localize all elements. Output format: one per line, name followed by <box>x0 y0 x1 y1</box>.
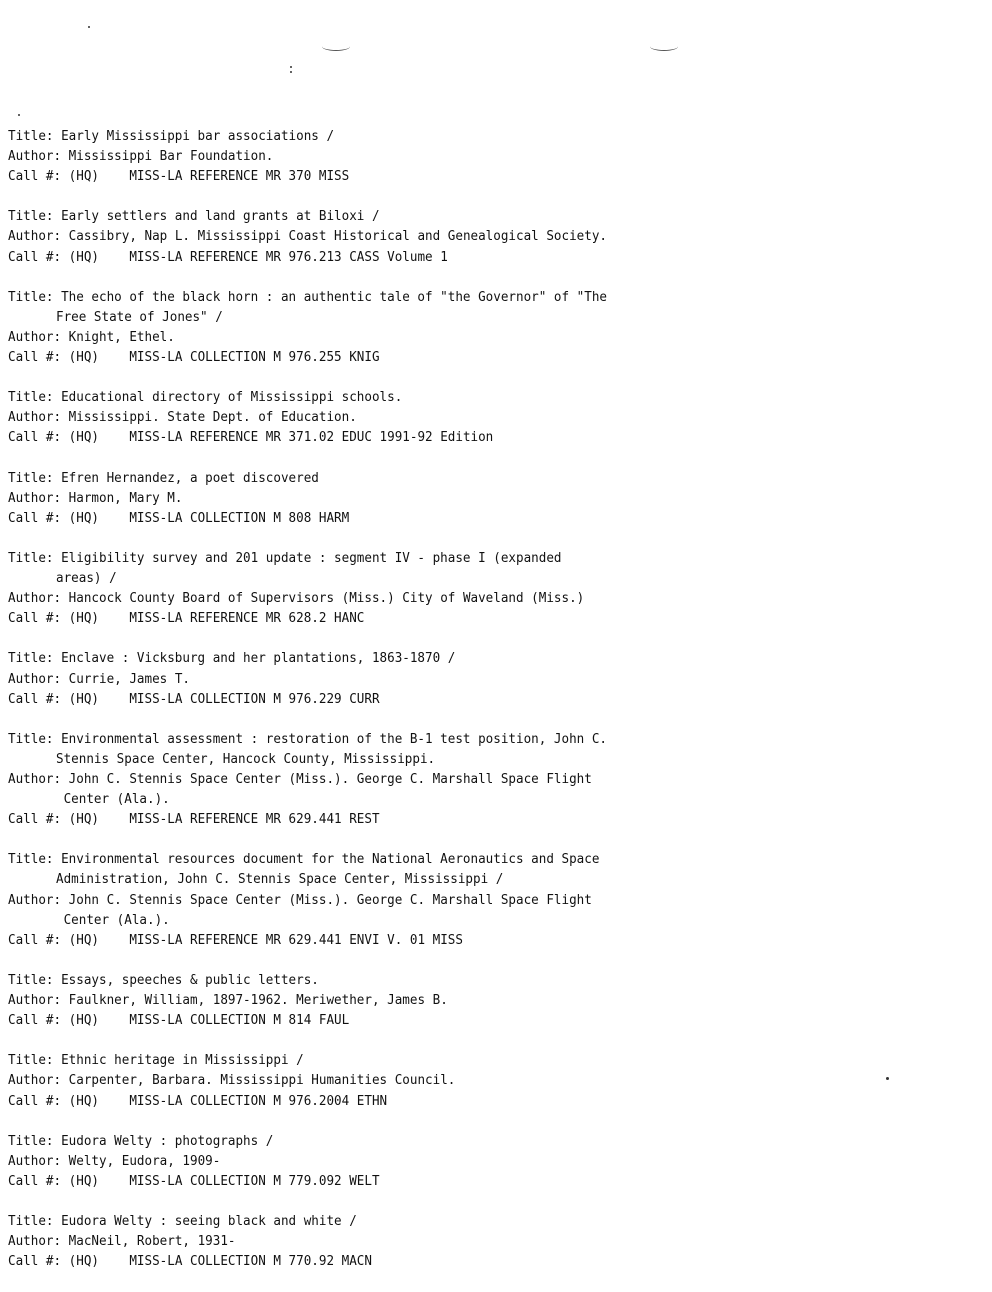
scan-speck <box>88 26 90 28</box>
record-author <box>8 407 968 428</box>
record-title-value: The echo of the black horn : an authentic tale of "the Governor" of "The <box>61 288 607 305</box>
record-title-value: Stennis Space Center, Hancock County, Mississippi. <box>56 750 436 767</box>
record-author <box>8 1231 968 1252</box>
record-title <box>8 467 968 488</box>
record-author-label: Author: <box>8 1072 69 1088</box>
record-call-number-label: Call #: <box>8 167 69 184</box>
record-call-number-label: Call #: <box>8 810 69 827</box>
record-title-value: Essays, speeches & public letters. <box>61 971 319 988</box>
record-title <box>8 1211 968 1232</box>
scan-mark-right <box>650 42 678 51</box>
record-author <box>8 768 968 789</box>
scan-speck <box>18 114 20 116</box>
record-call-number <box>8 1090 968 1111</box>
record-title-label: Title: <box>8 850 62 867</box>
record-call-number <box>8 608 968 629</box>
record-title-label: Title: <box>8 1132 62 1149</box>
record-author-label: Author: <box>8 328 69 345</box>
record-title-label: Title: <box>8 207 62 224</box>
catalog-record <box>8 468 968 528</box>
record-author-value: Carpenter, Barbara. Mississippi Humanities Council. <box>68 1072 456 1088</box>
catalog-record <box>8 970 968 1030</box>
record-title-value: areas) / <box>56 569 117 586</box>
record-call-number-value: (HQ) MISS-LA REFERENCE MR 629.441 REST <box>68 810 380 827</box>
catalog-record-list <box>8 126 968 1291</box>
record-author-value: Center (Ala.). <box>56 911 170 928</box>
record-title-label: Title: <box>8 288 62 305</box>
record-author-value: John C. Stennis Space Center (Miss.). George C. Marshall Space Flight <box>68 770 592 787</box>
catalog-record <box>8 126 968 186</box>
catalog-record <box>8 729 968 829</box>
record-title-value: Early Mississippi bar associations / <box>61 127 335 144</box>
record-author <box>8 146 968 167</box>
record-title <box>8 1130 968 1151</box>
record-call-number-label: Call #: <box>8 1252 69 1269</box>
record-title-value: Ethnic heritage in Mississippi / <box>61 1051 304 1068</box>
record-call-number <box>8 929 968 950</box>
record-call-number-label: Call #: <box>8 509 69 526</box>
record-call-number-value: (HQ) MISS-LA REFERENCE MR 370 MISS <box>68 167 350 184</box>
record-author-value: Welty, Eudora, 1909- <box>68 1152 221 1169</box>
record-author <box>8 990 968 1011</box>
record-author-label: Author: <box>8 1152 69 1169</box>
record-author-label: Author: <box>8 891 69 907</box>
record-title-value: Early settlers and land grants at Biloxi / <box>61 207 380 224</box>
record-title-label: Title: <box>8 388 62 405</box>
record-title <box>8 547 968 568</box>
record-author <box>8 1070 968 1091</box>
record-author-value: Harmon, Mary M. <box>68 489 183 506</box>
record-title-continuation <box>8 568 968 589</box>
record-title-continuation <box>8 869 968 890</box>
record-title-continuation <box>8 748 968 769</box>
record-title <box>8 206 968 227</box>
record-author <box>8 588 968 609</box>
record-title-value: Eudora Welty : photographs / <box>61 1132 274 1149</box>
record-call-number <box>8 427 968 448</box>
record-author <box>8 226 968 247</box>
catalog-record <box>8 1211 968 1271</box>
record-author <box>8 326 968 347</box>
record-title-value: Eligibility survey and 201 update : segment IV - phase I (expanded <box>61 549 562 566</box>
record-call-number-label: Call #: <box>8 931 69 948</box>
record-author-label: Author: <box>8 408 69 425</box>
record-title-label: Title: <box>8 971 62 988</box>
record-author-value: John C. Stennis Space Center (Miss.). George C. Marshall Space Flight <box>68 891 592 907</box>
scan-speck <box>290 66 292 68</box>
scan-mark-left <box>322 42 350 51</box>
record-author-value: Faulkner, William, 1897-1962. Meriwether, James B. <box>68 991 448 1008</box>
record-call-number-label: Call #: <box>8 348 69 365</box>
record-call-number <box>8 246 968 267</box>
record-author-value: Hancock County Board of Supervisors (Miss.) City of Waveland (Miss.) <box>68 589 585 606</box>
record-call-number-value: (HQ) MISS-LA COLLECTION M 770.92 MACN <box>68 1252 372 1269</box>
record-author <box>8 889 968 910</box>
record-author-label: Author: <box>8 589 69 606</box>
record-author-value: Mississippi. State Dept. of Education. <box>68 408 357 425</box>
record-title-value: Environmental assessment : restoration of the B-1 test position, John C. <box>61 730 607 747</box>
record-call-number-label: Call #: <box>8 609 69 626</box>
record-title-label: Title: <box>8 469 62 485</box>
catalog-record <box>8 287 968 367</box>
record-call-number-value: (HQ) MISS-LA COLLECTION M 976.2004 ETHN <box>68 1092 388 1108</box>
record-author-label: Author: <box>8 991 69 1008</box>
record-author-continuation <box>8 909 968 930</box>
record-author-label: Author: <box>8 489 69 506</box>
catalog-record <box>8 849 968 949</box>
record-author <box>8 1150 968 1171</box>
catalog-record <box>8 548 968 628</box>
record-call-number-value: (HQ) MISS-LA REFERENCE MR 976.213 CASS Volume 1 <box>68 248 448 264</box>
record-call-number-label: Call #: <box>8 1092 69 1108</box>
record-title <box>8 387 968 408</box>
record-call-number-value: (HQ) MISS-LA REFERENCE MR 371.02 EDUC 1991-92 Edition <box>68 429 494 445</box>
catalog-record <box>8 648 968 708</box>
record-title <box>8 648 968 669</box>
record-author-label: Author: <box>8 670 69 686</box>
record-call-number <box>8 347 968 368</box>
record-title-label: Title: <box>8 127 62 144</box>
record-call-number <box>8 688 968 709</box>
record-author-value: Mississippi Bar Foundation. <box>68 147 274 164</box>
record-author-value: MacNeil, Robert, 1931- <box>68 1232 236 1249</box>
record-title-label: Title: <box>8 549 62 566</box>
record-title-label: Title: <box>8 1212 62 1229</box>
record-title <box>8 849 968 870</box>
record-title-continuation <box>8 306 968 327</box>
record-title-label: Title: <box>8 1051 62 1068</box>
record-title <box>8 969 968 990</box>
record-title-value: Environmental resources document for the National Aeronautics and Space <box>61 850 600 867</box>
record-author-value: Center (Ala.). <box>56 790 170 807</box>
record-author <box>8 668 968 689</box>
record-title <box>8 1050 968 1071</box>
record-call-number-value: (HQ) MISS-LA REFERENCE MR 628.2 HANC <box>68 609 365 626</box>
record-call-number <box>8 1170 968 1191</box>
catalog-record <box>8 387 968 447</box>
record-call-number <box>8 809 968 830</box>
record-call-number-value: (HQ) MISS-LA COLLECTION M 976.255 KNIG <box>68 348 380 365</box>
record-call-number-value: (HQ) MISS-LA COLLECTION M 808 HARM <box>68 509 350 526</box>
record-title-label: Title: <box>8 730 62 747</box>
record-title-value: Enclave : Vicksburg and her plantations, 1863-1870 / <box>61 650 456 666</box>
record-call-number-value: (HQ) MISS-LA REFERENCE MR 629.441 ENVI V. 01 MISS <box>68 931 463 948</box>
record-author-label: Author: <box>8 228 69 244</box>
record-author-continuation <box>8 789 968 810</box>
record-author <box>8 487 968 508</box>
record-author-value: Cassibry, Nap L. Mississippi Coast Historical and Genealogical Society. <box>68 228 607 244</box>
record-call-number <box>8 166 968 187</box>
record-author-value: Knight, Ethel. <box>68 328 175 345</box>
record-title-label: Title: <box>8 650 62 666</box>
record-call-number-value: (HQ) MISS-LA COLLECTION M 779.092 WELT <box>68 1172 380 1189</box>
catalog-record <box>8 206 968 266</box>
record-call-number-label: Call #: <box>8 248 69 264</box>
record-author-label: Author: <box>8 147 69 164</box>
record-title-value: Eudora Welty : seeing black and white / <box>61 1212 357 1229</box>
record-title-value: Educational directory of Mississippi schools. <box>61 388 403 405</box>
scan-speck <box>290 71 292 73</box>
record-title <box>8 125 968 146</box>
record-call-number-label: Call #: <box>8 1011 69 1028</box>
record-title <box>8 728 968 749</box>
record-title-value: Efren Hernandez, a poet discovered <box>61 469 319 485</box>
record-call-number <box>8 507 968 528</box>
record-author-value: Currie, James T. <box>68 670 190 686</box>
record-call-number-label: Call #: <box>8 1172 69 1189</box>
record-author-label: Author: <box>8 770 69 787</box>
record-call-number <box>8 1251 968 1272</box>
record-call-number <box>8 1010 968 1031</box>
record-call-number-label: Call #: <box>8 429 69 445</box>
record-call-number-value: (HQ) MISS-LA COLLECTION M 976.229 CURR <box>68 690 380 706</box>
record-title-value: Administration, John C. Stennis Space Center, Mississippi / <box>56 871 504 887</box>
catalog-record <box>8 1131 968 1191</box>
record-call-number-value: (HQ) MISS-LA COLLECTION M 814 FAUL <box>68 1011 350 1028</box>
record-title <box>8 286 968 307</box>
record-title-value: Free State of Jones" / <box>56 308 223 325</box>
record-call-number-label: Call #: <box>8 690 69 706</box>
catalog-record <box>8 1050 968 1110</box>
record-author-label: Author: <box>8 1232 69 1249</box>
